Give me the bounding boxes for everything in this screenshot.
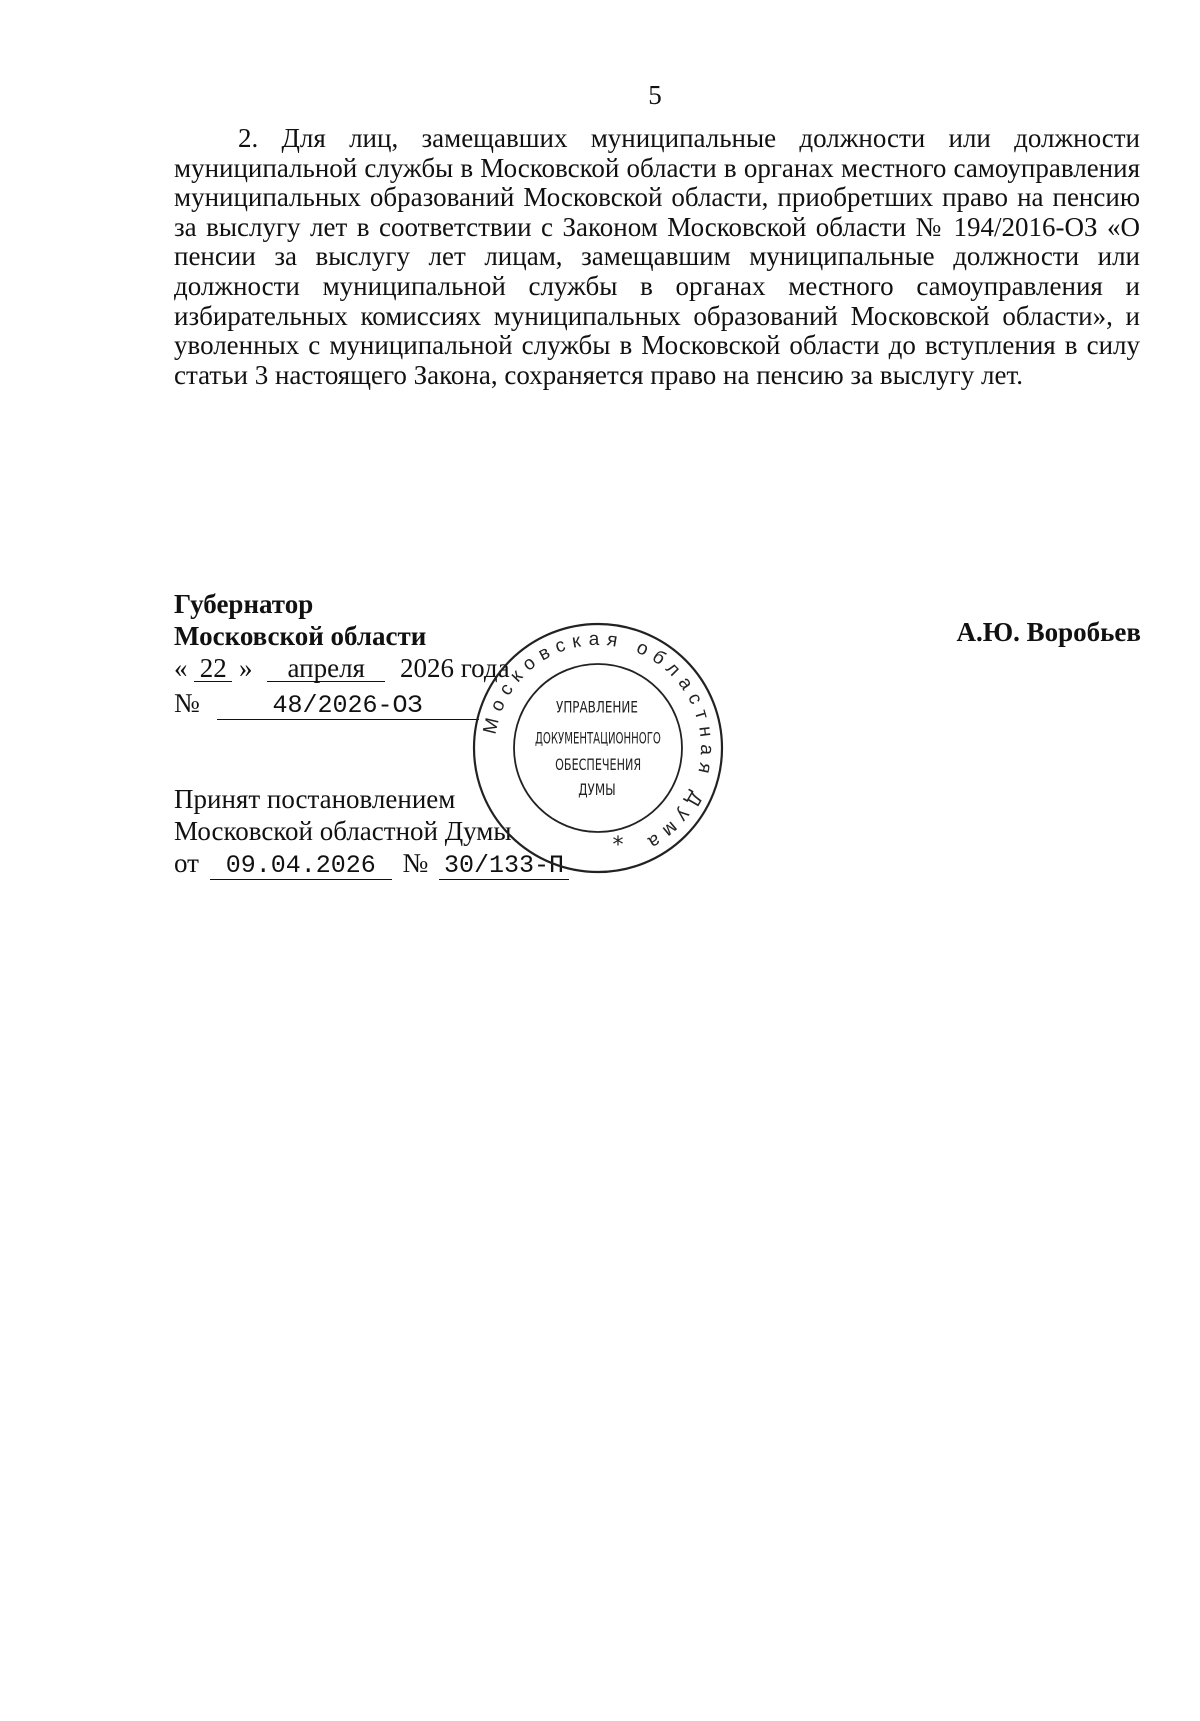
stamp-center-line1: УПРАВЛЕНИЕ: [556, 698, 638, 718]
date-day: 22: [194, 655, 232, 682]
law-number: 48/2026-ОЗ: [217, 693, 479, 720]
stamp-center-line3: ОБЕСПЕЧЕНИЯ: [555, 756, 642, 775]
adoption-date: 09.04.2026: [210, 853, 392, 880]
stamp-center-line2: ДОКУМЕНТАЦИОННОГО: [534, 729, 661, 749]
adoption-date-prefix: от: [174, 848, 199, 878]
adoption-number-sign: №: [402, 848, 429, 878]
law-paragraph: 2. Для лиц, замещавших муниципальные должности или должности муниципальной службы в Московской области в органах местного самоуправления муниципальных образований Московской области, приобретших право на пенсию за выслугу лет в соответствии с Законом Московской области № 194/2016-ОЗ «О пенсии за выслугу лет лицам, замещавшим муниципальные должности или должности муниципальной службы в органах местного самоуправления и избирательных комиссиях муниципальных образований Московской области», и уволенных с муниципальной службы в Московской области до вступления в силу статьи 3 настоящего Закона, сохраняется право на пенсию за выслугу лет.: [174, 123, 1140, 390]
signer-name: А.Ю. Воробьев: [956, 617, 1141, 647]
official-stamp: [470, 620, 726, 876]
adoption-line2: Московской областной Думы: [174, 816, 512, 846]
signing-date: [174, 653, 510, 683]
stamp-center-line4: ДУМЫ: [578, 781, 616, 800]
governor-title-line2: Московской области: [174, 621, 427, 651]
stamp-ring-text: Московская областная Дума: [479, 628, 718, 857]
date-close-quote: »: [239, 653, 253, 683]
law-number-sign: №: [174, 688, 200, 718]
date-open-quote: «: [174, 653, 188, 683]
governor-title-line1: Губернатор: [174, 589, 314, 619]
law-number-line: [174, 688, 479, 720]
stamp-star: *: [612, 833, 624, 858]
adoption-line1: Принят постановлением: [174, 784, 456, 814]
date-year: 2026 года: [400, 653, 510, 683]
page-number: 5: [648, 80, 662, 110]
adoption-number: 30/133-П: [439, 853, 569, 880]
date-month: апреля: [267, 655, 385, 682]
